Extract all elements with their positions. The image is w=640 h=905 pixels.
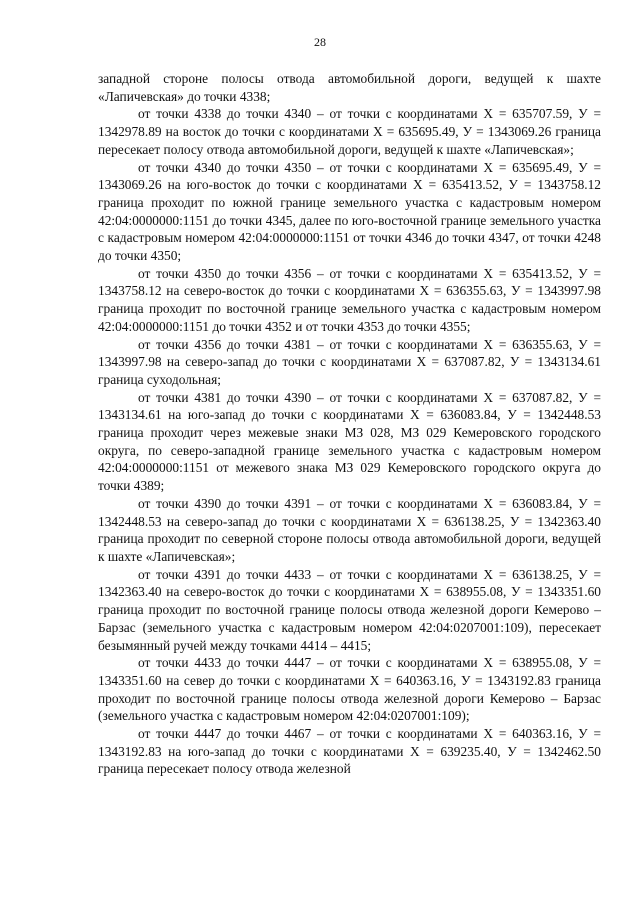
paragraph: от точки 4350 до точки 4356 – от точки с координатами Х = 635413.52, У = 1343758.12 на северо-восток до точки с координатами Х = 636355.63, У = 1343997.98 граница проходит по восточной границе земельного участка с кадастровым номером 42:04:0000000:1151 до точки 4352 и от точки 4353 до точки 4355; [98,265,601,334]
paragraph: от точки 4338 до точки 4340 – от точки с координатами Х = 635707.59, У = 1342978.89 на восток до точки с координатами Х = 635695.49, У = 1343069.26 граница пересекает полосу отвода автомобильной дороги, ведущей к шахте «Лапичевская»; [98,106,601,157]
paragraph: от точки 4390 до точки 4391 – от точки с координатами Х = 636083.84, У = 1342448.53 на северо-запад до точки с координатами Х = 636138.25, У = 1342363.40 граница проходит по северной стороне полосы отвода автомобильной дороги, ведущей к шахте «Лапичевская»; [98,495,601,564]
paragraph: от точки 4340 до точки 4350 – от точки с координатами Х = 635695.49, У = 1343069.26 на юго-восток до точки с координатами Х = 635413.52, У = 1343758.12 граница проходит по южной границе земельного участка с кадастровым номером 42:04:0000000:1151 до точки 4345, далее по юго-восточной границе земельного участка с кадастровым номером 42:04:0000000:1151 от точки 4346 до точки 4347, от точки 4248 до точки 4350; [98,159,601,264]
paragraph: от точки 4447 до точки 4467 – от точки с координатами Х = 640363.16, У = 1343192.83 на юго-запад до точки с координатами Х = 639235.40, У = 1342462.50 граница пересекает полосу отвода железной [98,726,601,777]
paragraph: от точки 4391 до точки 4433 – от точки с координатами Х = 636138.25, У = 1342363.40 на северо-восток до точки с координатами Х = 638955.08, У = 1343351.60 граница проходит по восточной границе полосы отвода железной дороги Кемерово – Барзас (земельного участка с кадастровым номером 42:04:0207001:109), пересекает безымянный ручей между точками 4414 – 4415; [98,566,601,653]
page-number: 28 [314,35,326,49]
paragraph: западной стороне полосы отвода автомобильной дороги, ведущей к шахте «Лапичевская» до точки 4338; [98,71,601,104]
paragraph: от точки 4356 до точки 4381 – от точки с координатами Х = 636355.63, У = 1343997.98 на северо-запад до точки с координатами Х = 637087.82, У = 1343134.61 граница суходольная; [98,336,601,387]
paragraph: от точки 4381 до точки 4390 – от точки с координатами Х = 637087.82, У = 1343134.61 на юго-запад до точки с координатами Х = 636083.84, У = 1342448.53 граница проходит через межевые знаки МЗ 028, МЗ 029 Кемеровского городского округа, по северо-западной границе земельного участка с кадастровым номером 42:04:0000000:1151 от межевого знака МЗ 029 Кемеровского городского округа до точки 4389; [98,389,601,494]
document-body [98,70,601,778]
paragraph: от точки 4433 до точки 4447 – от точки с координатами Х = 638955.08, У = 1343351.60 на север до точки с координатами Х = 640363.16, У = 1343192.83 граница проходит по восточной границе полосы отвода железной дороги Кемерово – Барзас (земельного участка с кадастровым номером 42:04:0207001:109); [98,655,601,724]
